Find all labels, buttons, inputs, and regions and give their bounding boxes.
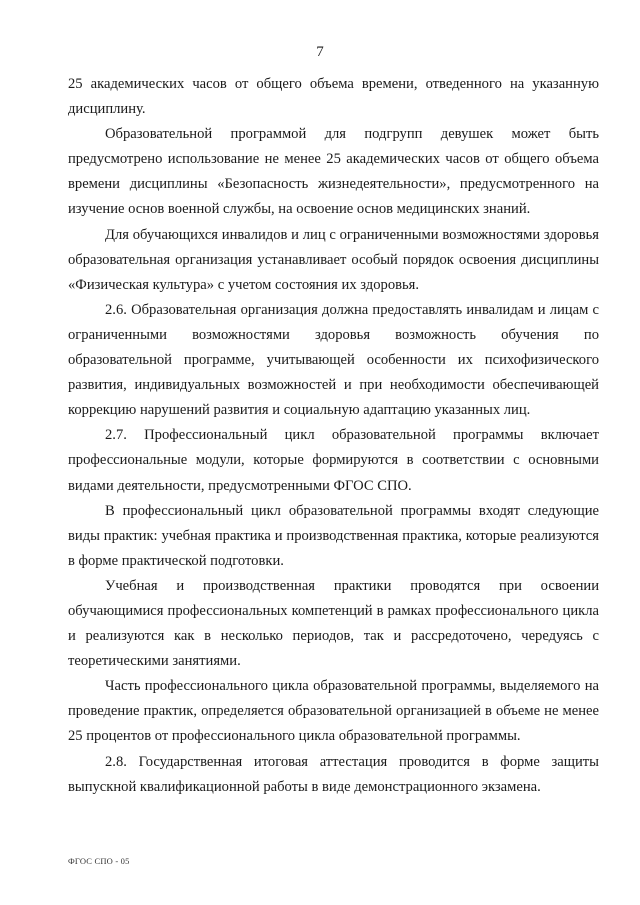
page-number: 7	[316, 44, 324, 60]
paragraph-section-2-6: 2.6. Образовательная организация должна предоставлять инвалидам и лицам с ограниченными возможностями здоровья возможность обучения по образовательной программе, учитывающей особенности их психофизического развития, индивидуальных возможностей и при необходимости обеспечивающей коррекцию нарушений развития и социальную адаптацию указанных лиц.	[68, 301, 599, 419]
paragraph-practice-types: В профессиональный цикл образовательной программы входят следующие виды практик: учебная практика и производственная практика, которые реализуются в форме практической подготовки.	[68, 502, 599, 569]
paragraph-continuation: 25 академических часов от общего объема времени, отведенного на указанную дисциплину.	[68, 76, 599, 118]
paragraph-section-2-7: 2.7. Профессиональный цикл образовательной программы включает профессиональные модули, которые формируются в соответствии с основными видами деятельности, предусмотренными ФГОС СПО.	[68, 427, 599, 494]
paragraph-practice-conduct: Учебная и производственная практики проводятся при освоении обучающимися профессиональных компетенций в рамках профессионального цикла и реализуются как в несколько периодов, так и рассредоточено, чередуясь с теоретическими занятиями.	[68, 577, 599, 670]
paragraph-disabled-physical-culture: Для обучающихся инвалидов и лиц с ограниченными возможностями здоровья образовательная организация устанавливает особый порядок освоения дисциплины «Физическая культура» с учетом состояния их здоровья.	[68, 226, 599, 293]
footer-document-code: ФГОС СПО - 05	[68, 856, 130, 866]
paragraph-practice-share: Часть профессионального цикла образовательной программы, выделяемого на проведение практик, определяется образовательной организацией в объеме не менее 25 процентов от профессионального цикла образовательной программы.	[68, 678, 599, 745]
paragraph-girls-subgroups: Образовательной программой для подгрупп девушек может быть предусмотрено использование не менее 25 академических часов от общего объема времени дисциплины «Безопасность жизнедеятельности», предусмотренного на изучение основ военной службы, на освоение основ медицинских знаний.	[68, 126, 599, 218]
document-body	[68, 72, 599, 800]
paragraph-section-2-8: 2.8. Государственная итоговая аттестация проводится в форме защиты выпускной квалификационной работы в виде демонстрационного экзамена.	[68, 753, 599, 795]
